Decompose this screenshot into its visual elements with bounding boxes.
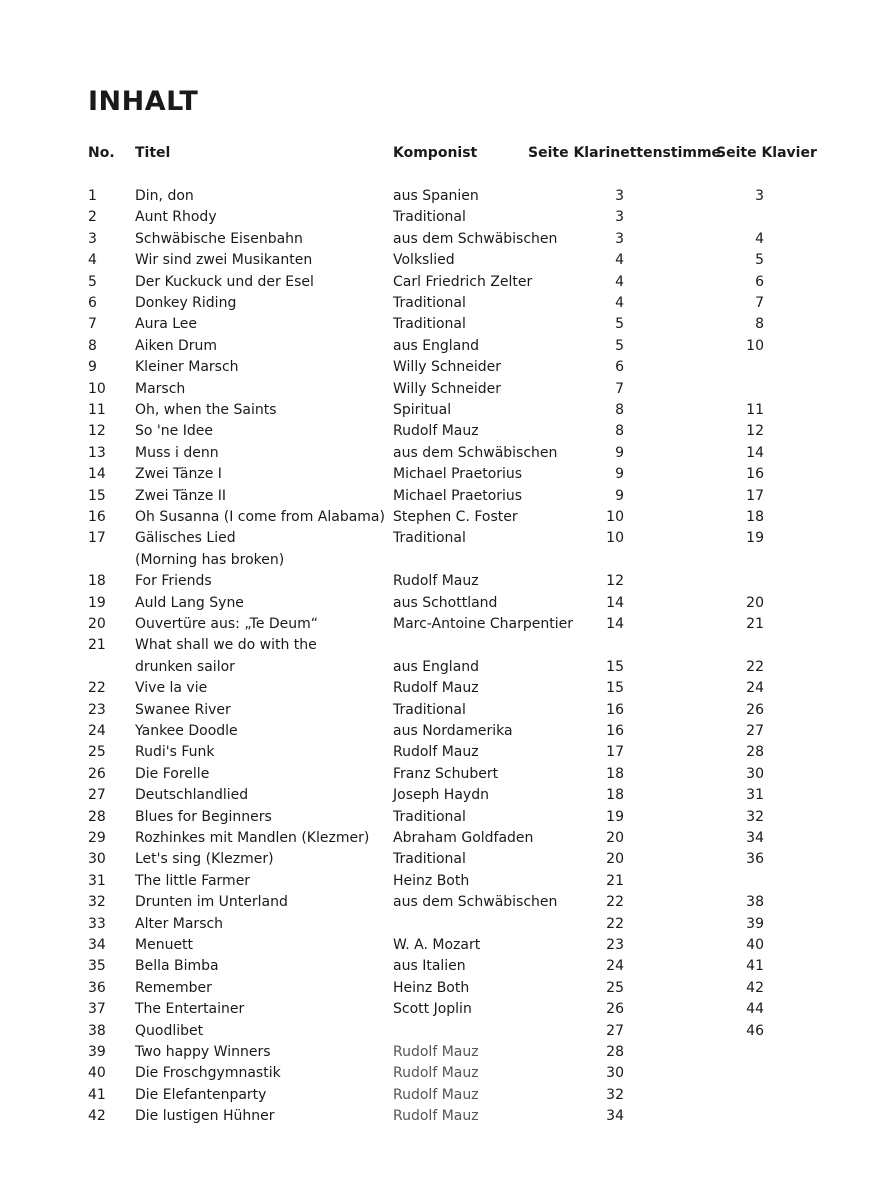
entry-composer: Abraham Goldfaden [393,830,534,846]
entry-piano-page: 44 [746,1001,764,1018]
page-title: INHALT [88,86,199,117]
entry-piano-page: 18 [746,509,764,525]
table-row [0,892,871,913]
entry-number: 34 [88,937,106,953]
entry-number: 10 [88,380,106,397]
entry-piano-page: 32 [746,808,764,825]
entry-composer: Volkslied [393,252,455,269]
entry-piano-page: 40 [746,937,764,953]
entry-clarinet-page: 34 [606,1108,624,1125]
entry-number: 22 [88,680,106,697]
table-row [0,657,871,678]
entry-title: The little Farmer [135,872,251,889]
entry-number: 24 [88,723,106,739]
entry-clarinet-page: 20 [606,830,624,846]
entry-clarinet-page: 4 [615,273,624,290]
table-row [0,528,871,549]
entry-piano-page: 42 [746,979,764,996]
entry-title: Die Forelle [135,765,210,782]
entry-piano-page: 10 [746,337,764,354]
entry-number: 26 [88,765,106,782]
entry-title: Muss i denn [135,444,219,461]
entry-title: Kleiner Marsch [135,359,239,376]
entry-piano-page: 24 [746,680,764,697]
entry-title: Donkey Riding [135,295,237,311]
table-row [0,1085,871,1106]
table-row [0,721,871,742]
entry-number: 21 [88,637,106,654]
entry-title: Let's sing (Klezmer) [135,851,274,868]
entry-title: Oh Susanna (I come from Alabama) [135,509,385,525]
entry-title: Auld Lang Syne [135,594,244,611]
entry-piano-page: 3 [755,188,764,204]
entry-number: 11 [88,402,106,418]
entry-composer: Michael Praetorius [393,487,523,504]
entry-piano-page: 6 [755,273,764,290]
entry-number: 13 [88,444,106,461]
entry-clarinet-page: 32 [606,1086,624,1103]
entry-number: 8 [88,337,97,354]
entry-number: 16 [88,509,106,525]
table-row [0,764,871,785]
table-row [0,272,871,293]
entry-title: Aunt Rhody [135,209,217,226]
entry-composer: Stephen C. Foster [393,509,518,525]
table-row [0,678,871,699]
entry-composer: aus Schottland [393,594,498,611]
table-row [0,1021,871,1042]
table-row [0,443,871,464]
entry-title: Blues for Beginners [135,808,272,825]
table-row [0,807,871,828]
table-row [0,700,871,721]
entry-title: Die lustigen Hühner [135,1108,275,1125]
entry-title: Rudi's Funk [135,744,215,761]
entry-number: 17 [88,530,106,547]
entry-number: 23 [88,701,106,718]
entry-number: 32 [88,894,106,911]
entry-composer: Rudolf Mauz [393,423,479,440]
table-row [0,250,871,271]
entry-piano-page: 28 [746,744,764,761]
table-row [0,207,871,228]
table-row [0,571,871,592]
entry-clarinet-page: 17 [606,744,624,761]
entry-number: 4 [88,252,97,269]
entry-composer: Rudolf Mauz [393,573,479,590]
entry-title: Vive la vie [135,680,208,697]
entry-composer: Michael Praetorius [393,466,523,483]
entry-piano-page: 46 [746,1022,764,1039]
entry-piano-page: 17 [746,487,764,504]
entry-composer: Heinz Both [393,872,470,889]
entry-number: 6 [88,295,97,311]
entry-title: Ouvertüre aus: „Te Deum“ [135,616,319,632]
entry-piano-page: 22 [746,658,764,675]
entry-title: Die Elefantenparty [135,1086,267,1103]
table-row [0,229,871,250]
entry-number: 19 [88,594,106,611]
entry-number: 40 [88,1065,106,1082]
entry-title: drunken sailor [135,658,235,675]
entry-piano-page: 16 [746,466,764,483]
table-row [0,550,871,571]
entry-clarinet-page: 23 [606,937,624,953]
entry-piano-page: 36 [746,851,764,868]
table-row [0,742,871,763]
entry-composer: Traditional [393,316,466,333]
entry-title: Marsch [135,380,186,397]
entry-composer: aus dem Schwäbischen [393,444,558,461]
entry-number: 36 [88,979,106,996]
entry-composer: Traditional [393,808,466,825]
entry-title: Oh, when the Saints [135,402,277,418]
table-row [0,1042,871,1063]
entry-clarinet-page: 10 [606,530,624,547]
entry-title: Two happy Winners [135,1044,271,1060]
table-row [0,978,871,999]
entry-piano-page: 4 [755,230,764,247]
table-row [0,464,871,485]
entry-clarinet-page: 30 [606,1065,624,1082]
table-row [0,593,871,614]
table-row [0,849,871,870]
entry-number: 41 [88,1086,106,1103]
entry-piano-page: 7 [755,295,764,311]
entry-clarinet-page: 27 [606,1022,624,1039]
entry-number: 27 [88,787,106,804]
table-row [0,785,871,806]
entry-clarinet-page: 16 [606,701,624,718]
entry-number: 42 [88,1108,106,1125]
entry-clarinet-page: 14 [606,594,624,611]
entry-clarinet-page: 4 [615,295,624,311]
entry-piano-page: 20 [746,594,764,611]
entry-title: What shall we do with the [135,637,317,654]
entry-clarinet-page: 3 [615,188,624,204]
entry-composer: aus Nordamerika [393,723,513,739]
entry-number: 3 [88,230,97,247]
entry-piano-page: 26 [746,701,764,718]
table-row [0,186,871,207]
entry-composer: Scott Joplin [393,1001,472,1018]
entry-composer: W. A. Mozart [393,937,481,953]
entry-clarinet-page: 22 [606,915,624,932]
entry-title: Die Froschgymnastik [135,1065,281,1082]
entry-composer: Willy Schneider [393,380,502,397]
entry-number: 18 [88,573,106,590]
entry-title: Deutschlandlied [135,787,249,804]
entry-title: Drunten im Unterland [135,894,288,911]
entry-piano-page: 27 [746,723,764,739]
entry-piano-page: 31 [746,787,764,804]
entry-title: Aura Lee [135,316,198,333]
entry-clarinet-page: 3 [615,230,624,247]
entry-title: Bella Bimba [135,958,219,975]
table-row [0,871,871,892]
entry-piano-page: 8 [755,316,764,333]
entry-clarinet-page: 6 [615,359,624,376]
entry-piano-page: 19 [746,530,764,547]
entry-title: Remember [135,979,212,996]
entry-title: For Friends [135,573,212,590]
entry-piano-page: 38 [746,894,764,911]
entry-title: So 'ne Idee [135,423,213,440]
table-row [0,507,871,528]
entry-clarinet-page: 26 [606,1001,624,1018]
entry-title: Aiken Drum [135,337,218,354]
entry-composer: aus England [393,337,480,354]
entry-clarinet-page: 8 [615,402,624,418]
entry-composer: Traditional [393,209,466,226]
entry-title: Zwei Tänze I [135,466,222,483]
entry-title: The Entertainer [135,1001,245,1018]
entry-clarinet-page: 14 [606,616,624,632]
entry-number: 5 [88,273,97,290]
table-row [0,379,871,400]
table-row [0,400,871,421]
entry-title: Zwei Tänze II [135,487,227,504]
entry-clarinet-page: 15 [606,680,624,697]
entry-clarinet-page: 7 [615,380,624,397]
entry-number: 25 [88,744,106,761]
entry-clarinet-page: 21 [606,872,624,889]
entry-clarinet-page: 8 [615,423,624,440]
entry-composer: Rudolf Mauz [393,680,479,697]
entry-number: 12 [88,423,106,440]
entry-number: 2 [88,209,97,226]
entry-piano-page: 34 [746,830,764,846]
entry-composer: Joseph Haydn [393,787,489,804]
entry-composer: aus Italien [393,958,466,975]
entry-number: 38 [88,1022,106,1039]
entry-number: 29 [88,830,106,846]
table-row [0,336,871,357]
entry-clarinet-page: 15 [606,658,624,675]
entry-composer: aus England [393,658,480,675]
entry-composer: Traditional [393,295,466,311]
entry-clarinet-page: 25 [606,979,624,996]
column-header-composer: Komponist [393,145,478,161]
entry-title: (Morning has broken) [135,551,285,568]
entry-number: 30 [88,851,106,868]
table-row [0,293,871,314]
entry-composer: Rudolf Mauz [393,1044,479,1060]
entry-composer: Rudolf Mauz [393,1108,479,1125]
column-header-piano-page: Seite Klavier [716,145,817,161]
table-row [0,956,871,977]
entry-clarinet-page: 20 [606,851,624,868]
entry-number: 35 [88,958,106,975]
table-row [0,914,871,935]
entry-title: Der Kuckuck und der Esel [135,273,314,290]
entry-composer: Franz Schubert [393,765,499,782]
entry-piano-page: 5 [755,252,764,269]
entry-clarinet-page: 4 [615,252,624,269]
entry-clarinet-page: 19 [606,808,624,825]
entry-title: Wir sind zwei Musikanten [135,252,313,269]
table-row [0,635,871,656]
entry-composer: Traditional [393,530,466,547]
entry-clarinet-page: 9 [615,487,624,504]
entry-title: Quodlibet [135,1022,204,1039]
entry-title: Din, don [135,188,194,204]
column-header-title: Titel [135,145,171,161]
entry-composer: aus dem Schwäbischen [393,894,558,911]
entry-number: 33 [88,915,106,932]
entry-clarinet-page: 18 [606,765,624,782]
entry-piano-page: 21 [746,616,764,632]
entry-number: 9 [88,359,97,376]
entry-clarinet-page: 16 [606,723,624,739]
entry-number: 31 [88,872,106,889]
entry-clarinet-page: 10 [606,509,624,525]
entry-clarinet-page: 5 [615,316,624,333]
entry-composer: Rudolf Mauz [393,1086,479,1103]
entry-number: 28 [88,808,106,825]
column-header-number: No. [88,145,115,161]
entry-composer: Traditional [393,701,466,718]
entry-clarinet-page: 22 [606,894,624,911]
entry-composer: aus Spanien [393,188,479,204]
entry-clarinet-page: 9 [615,466,624,483]
entry-number: 20 [88,616,106,632]
entry-title: Gälisches Lied [135,530,236,547]
entry-title: Menuett [135,937,194,953]
entry-clarinet-page: 5 [615,337,624,354]
entry-number: 14 [88,466,106,483]
entry-clarinet-page: 18 [606,787,624,804]
table-row [0,314,871,335]
entry-clarinet-page: 3 [615,209,624,226]
table-row [0,1106,871,1127]
entry-composer: Heinz Both [393,979,470,996]
entry-composer: Marc-Antoine Charpentier [393,616,573,632]
entry-piano-page: 41 [746,958,764,975]
entry-piano-page: 14 [746,444,764,461]
table-row [0,486,871,507]
entry-title: Schwäbische Eisenbahn [135,230,303,247]
entry-piano-page: 30 [746,765,764,782]
entry-composer: Spiritual [393,402,452,418]
entry-title: Yankee Doodle [135,723,238,739]
column-header-clarinet-page: Seite Klarinettenstimme [528,145,722,161]
entry-composer: aus dem Schwäbischen [393,230,558,247]
entry-clarinet-page: 28 [606,1044,624,1060]
entry-title: Alter Marsch [135,915,224,932]
table-row [0,828,871,849]
entry-number: 39 [88,1044,106,1060]
entry-clarinet-page: 9 [615,444,624,461]
entry-number: 15 [88,487,106,504]
table-row [0,421,871,442]
table-row [0,357,871,378]
entry-title: Rozhinkes mit Mandlen (Klezmer) [135,830,370,846]
table-row [0,1063,871,1084]
entry-piano-page: 39 [746,915,764,932]
entry-number: 37 [88,1001,106,1018]
entry-composer: Rudolf Mauz [393,744,479,761]
entry-composer: Traditional [393,851,466,868]
entry-title: Swanee River [135,701,231,718]
entry-composer: Rudolf Mauz [393,1065,479,1082]
table-row [0,614,871,635]
table-row [0,935,871,956]
table-row [0,999,871,1020]
entry-number: 1 [88,188,97,204]
entry-clarinet-page: 12 [606,573,624,590]
entry-clarinet-page: 24 [606,958,624,975]
entry-composer: Carl Friedrich Zelter [393,273,533,290]
entry-composer: Willy Schneider [393,359,502,376]
entry-piano-page: 11 [746,402,764,418]
entry-number: 7 [88,316,97,333]
entry-piano-page: 12 [746,423,764,440]
